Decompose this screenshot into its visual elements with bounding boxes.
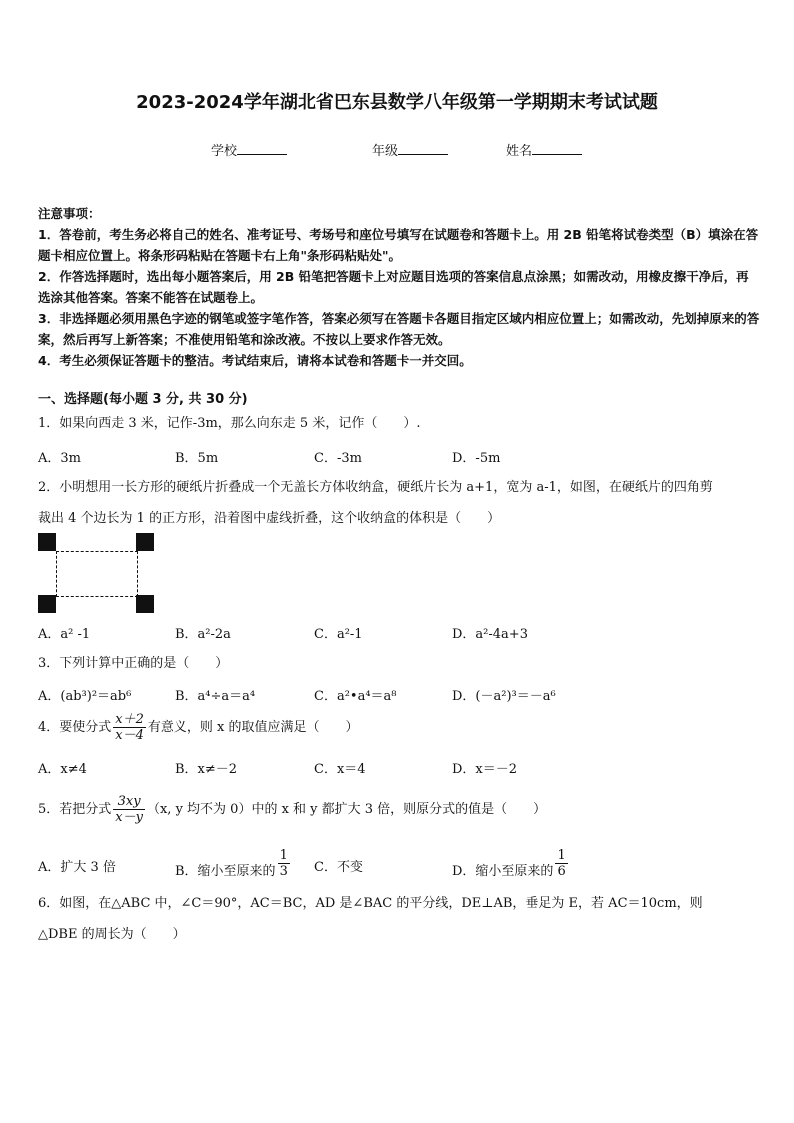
question-5: [38, 794, 760, 825]
option-d: D．(－a²)³＝－a⁶: [452, 689, 556, 704]
question-1-options: [38, 447, 760, 467]
option-d-text: D．缩小至原来的: [452, 864, 554, 879]
fraction: [555, 848, 567, 879]
option-d: D．a²-4a+3: [452, 627, 528, 642]
option-b: B．5m: [175, 451, 219, 466]
question-1: 1．如果向西走 3 米，记作-3m，那么向东走 5 米，记作（ ）.: [38, 416, 421, 431]
fraction-denominator: x－y: [115, 810, 143, 825]
question-2-line-1: 2．小明想用一长方形的硬纸片折叠成一个无盖长方体收纳盒，硬纸片长为 a+1，宽为 a-1，如图，在硬纸片的四角剪: [38, 480, 713, 495]
option-a: A．扩大 3 倍: [38, 860, 116, 875]
question-6-line-2: △DBE 的周长为（ ）: [38, 927, 186, 942]
option-a: A．a² -1: [38, 627, 91, 642]
option-d: [452, 848, 570, 879]
corner-square: [136, 533, 154, 551]
question-5-suffix: （x, y 均不为 0）中的 x 和 y 都扩大 3 倍，则原分式的值是（ ）: [146, 802, 547, 817]
school-field: [211, 140, 287, 159]
note-item: 4．考生必须保证答题卡的整洁。考试结束后，请将本试卷和答题卡一并交回。: [38, 353, 472, 368]
option-b: B．a²-2a: [175, 627, 231, 642]
name-field: [506, 140, 582, 159]
option-a: A．x≠4: [38, 762, 87, 777]
question-2-line-2: 裁出 4 个边长为 1 的正方形，沿着图中虚线折叠，这个收纳盒的体积是（ ）: [38, 511, 501, 526]
option-a: A．(ab³)²＝ab⁶: [38, 689, 132, 704]
option-b: B．a⁴÷a＝a⁴: [175, 689, 256, 704]
option-d: D．-5m: [452, 451, 501, 466]
fraction-numerator: 3xy: [113, 794, 145, 810]
option-b: B．x≠－2: [175, 762, 238, 777]
question-4-suffix: 有意义，则 x 的取值应满足（ ）: [147, 720, 359, 735]
option-b-text: B．缩小至原来的: [175, 864, 276, 879]
question-3-options: [38, 685, 760, 705]
corner-square: [38, 595, 56, 613]
corner-square: [38, 533, 56, 551]
school-label: 学校: [211, 144, 238, 159]
grade-label: 年级: [372, 144, 399, 159]
fraction-denominator: 6: [557, 864, 566, 879]
note-item: 1．答卷前，考生务必将自己的姓名、准考证号、考场号和座位号填写在试题卷和答题卡上。用 2B 铅笔将试卷类型（B）填涂在答题卡相应位置上。将条形码粘贴在答题卡右上角"条形码粘贴处"。: [38, 227, 759, 263]
fold-line: [56, 551, 138, 597]
grade-blank: [398, 142, 448, 155]
option-a: A．3m: [38, 451, 81, 466]
option-c: C．a²•a⁴＝a⁸: [314, 689, 397, 704]
option-d: D．x＝－2: [452, 762, 518, 777]
option-c: C．a²-1: [314, 627, 363, 642]
option-c: C．x＝4: [314, 762, 366, 777]
corner-square: [136, 595, 154, 613]
fraction-numerator: 1: [279, 848, 288, 863]
fraction-numerator: 1: [557, 848, 566, 863]
question-4-prefix: 4．要使分式: [38, 720, 112, 735]
note-item: 2．作答选择题时，选出每小题答案后，用 2B 铅笔把答题卡上对应题目选项的答案信息点涂黑；如需改动，用橡皮擦干净后，再选涂其他答案。答案不能答在试题卷上。: [38, 269, 749, 305]
section-heading: 一、选择题(每小题 3 分, 共 30 分): [38, 392, 248, 407]
name-blank: [532, 142, 582, 155]
name-label: 姓名: [506, 144, 533, 159]
option-b: [175, 848, 292, 879]
option-c: C．不变: [314, 860, 363, 875]
grade-field: [372, 140, 448, 159]
question-2-options: [38, 623, 760, 643]
fraction-numerator: x＋2: [115, 712, 144, 727]
question-6-line-1: 6．如图，在△ABC 中，∠C＝90°，AC＝BC，AD 是∠BAC 的平分线，DE⊥AB，垂足为 E，若 AC＝10cm，则: [38, 896, 703, 911]
notes-block: [38, 203, 760, 371]
school-blank: [237, 142, 287, 155]
note-item: 3．非选择题必须用黑色字迹的钢笔或签字笔作答，答案必须写在答题卡各题目指定区域内相应位置上；如需改动，先划掉原来的答案，然后再写上新答案；不准使用铅笔和涂改液。不按以上要求作答无效。: [38, 311, 760, 347]
fraction-denominator: x－4: [115, 728, 144, 743]
question-5-options: [38, 848, 760, 884]
question-4: [38, 712, 760, 743]
question-5-prefix: 5．若把分式: [38, 802, 112, 817]
option-c: C．-3m: [314, 451, 362, 466]
question-4-options: [38, 758, 760, 778]
notes-heading: 注意事项：: [38, 206, 101, 221]
question-3: 3．下列计算中正确的是（ ）: [38, 656, 229, 671]
fraction: [278, 848, 290, 879]
fraction: [113, 794, 145, 825]
folding-diagram: [38, 533, 158, 615]
fraction: [113, 712, 146, 743]
fraction-denominator: 3: [279, 864, 288, 879]
page-title: 2023-2024学年湖北省巴东县数学八年级第一学期期末考试试题: [136, 92, 658, 113]
